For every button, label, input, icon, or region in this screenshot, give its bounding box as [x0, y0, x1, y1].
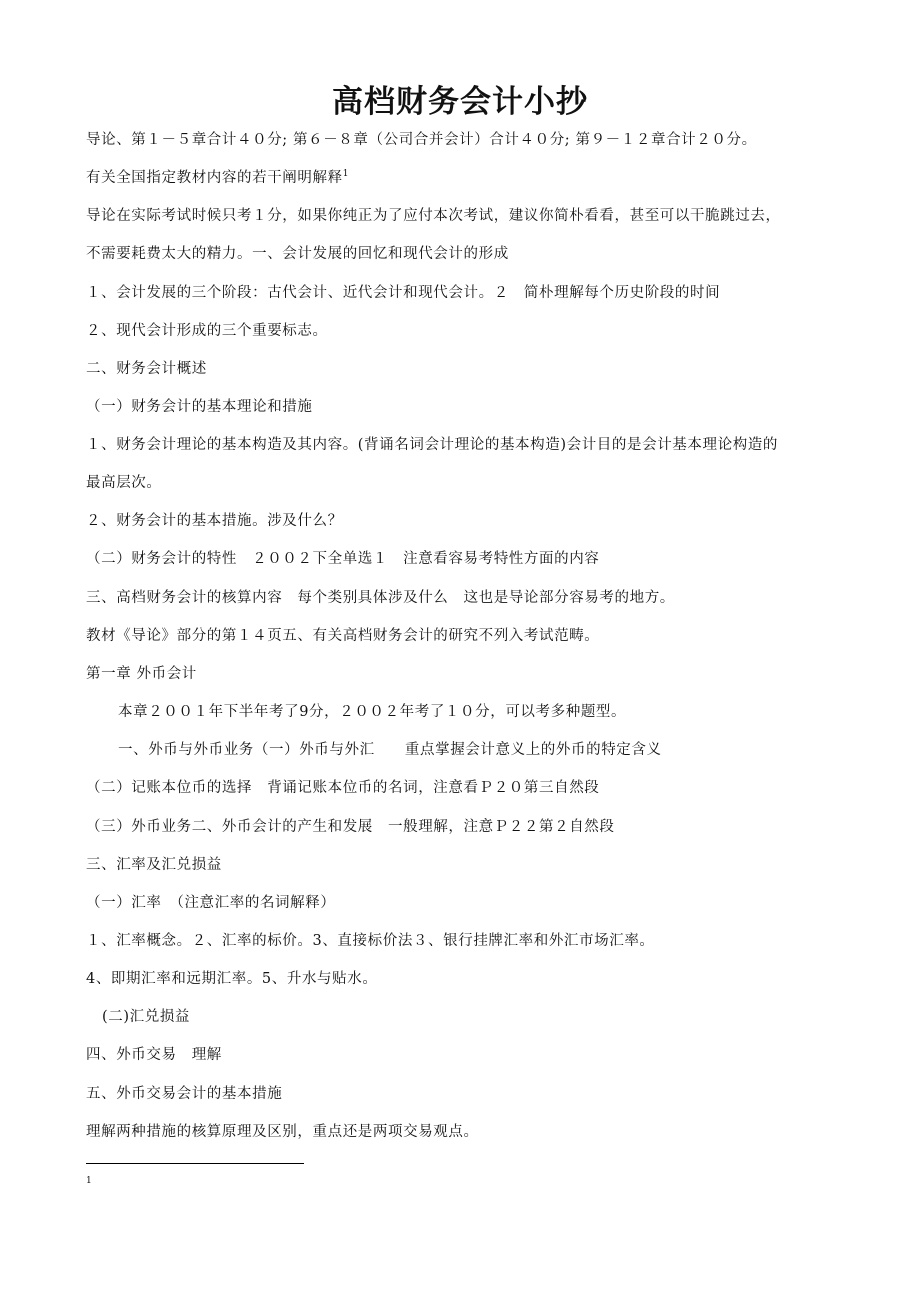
text-line: (二)汇兑损益	[102, 1009, 191, 1025]
chapter-heading: 第一章 外币会计	[86, 666, 197, 682]
text-line: （三）外币业务二、外币会计的产生和发展 一般理解，注意Ｐ２２第２自然段	[86, 819, 615, 835]
section-heading: 五、外币交易会计的基本措施	[86, 1086, 283, 1102]
text-line: 最高层次。	[86, 475, 162, 491]
text-line: 理解两种措施的核算原理及区别，重点还是两项交易观点。	[86, 1124, 479, 1140]
text-line: ２、现代会计形成的三个重要标志。	[86, 323, 328, 339]
text-line: 导论在实际考试时候只考１分，如果你纯正为了应付本次考试，建议你简朴看看，甚至可以干脆跳过去，	[86, 208, 781, 224]
text-line: 一、外币与外币业务（一）外币与外汇 重点掌握会计意义上的外币的特定含义	[118, 742, 662, 758]
footnote-reference[interactable]: 1	[342, 169, 350, 180]
document-title: 高档财务会计小抄	[332, 84, 588, 120]
footnote-divider	[86, 1163, 304, 1164]
text-line: 教材《导论》部分的第１４页五、有关高档财务会计的研究不列入考试范畴。	[86, 628, 600, 644]
text-line: 有关全国指定教材内容的若干阐明解释	[86, 170, 343, 186]
text-line: 导论、第１－５章合计４０分; 第６－８章（公司合并会计）合计４０分; 第９－１２章合计２０分。	[86, 132, 757, 148]
text-line: １、汇率概念。２、汇率的标价。3、直接标价法３、银行挂牌汇率和外汇市场汇率。	[86, 933, 655, 949]
footnote-number: 1	[86, 1176, 92, 1186]
text-line: １、会计发展的三个阶段：古代会计、近代会计和现代会计。２ 简朴理解每个历史阶段的时间	[86, 285, 721, 301]
section-heading: 三、汇率及汇兑损益	[86, 857, 222, 873]
text-line: 本章２００１年下半年考了9分，２００２年考了１０分，可以考多种题型。	[118, 704, 627, 720]
text-line-with-footnote	[86, 168, 846, 188]
text-line: （一）汇率 （注意汇率的名词解释）	[86, 895, 336, 911]
section-heading: 四、外币交易 理解	[86, 1047, 222, 1063]
text-line: 三、高档财务会计的核算内容 每个类别具体涉及什么 这也是导论部分容易考的地方。	[86, 590, 675, 606]
text-line: （二）记账本位币的选择 背诵记账本位币的名词，注意看Ｐ２０第三自然段	[86, 780, 600, 796]
text-line: （二）财务会计的特性 ２００２下全单选１ 注意看容易考特性方面的内容	[86, 551, 600, 567]
text-line: （一）财务会计的基本理论和措施	[86, 399, 313, 415]
text-line: １、财务会计理论的基本构造及其内容。(背诵名词会计理论的基本构造)会计目的是会计基本理论构造的	[86, 437, 779, 453]
text-line: 不需要耗费太大的精力。一、会计发展的回忆和现代会计的形成	[86, 246, 509, 262]
section-heading: 二、财务会计概述	[86, 361, 207, 377]
text-line: 4、即期汇率和远期汇率。5、升水与贴水。	[86, 971, 378, 987]
text-line: ２、财务会计的基本措施。涉及什么？	[86, 513, 343, 529]
